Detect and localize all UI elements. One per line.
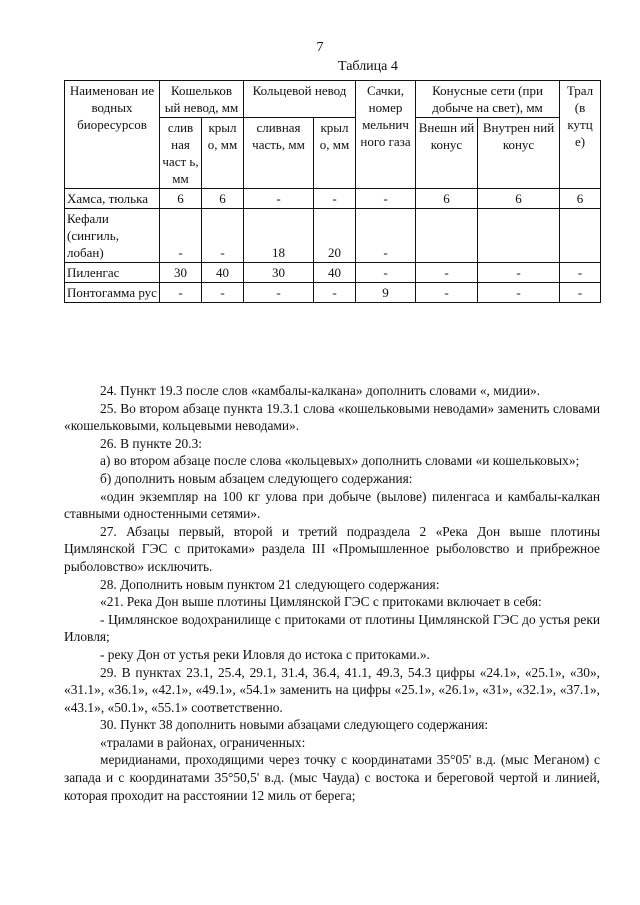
table-cell: - — [416, 283, 478, 303]
paragraph: «21. Река Дон выше плотины Цимлянской ГЭС с притоками включает в себя: — [100, 594, 542, 610]
table-cell: 30 — [160, 263, 202, 283]
table-cell: - — [560, 263, 601, 283]
subheader-cone-inner: Внутрен ний конус — [478, 118, 560, 189]
table-cell: - — [202, 283, 244, 303]
table-cell: 40 — [202, 263, 244, 283]
subheader-purse-wing: крыл о, мм — [202, 118, 244, 189]
paragraph: 25. Во втором абзаце пункта 19.3.1 слова «кошельковыми неводами» заменить словами «кошельковыми, кольцевыми неводами». — [64, 400, 600, 434]
amendment-text — [64, 382, 600, 804]
table-row — [65, 283, 601, 303]
paragraph: 26. В пункте 20.3: — [100, 435, 203, 451]
header-species: Наименован ие водных биоресурсов — [65, 81, 160, 189]
table-row — [65, 209, 601, 263]
table-cell: 40 — [314, 263, 356, 283]
subheader-ring-wing: крыл о, мм — [314, 118, 356, 189]
table-cell: - — [478, 263, 560, 283]
header-trawl: Трал (в кутц е) — [560, 81, 601, 189]
paragraph: а) во втором абзаце после слова «кольцевых» дополнить словами «и кошельковых»; — [100, 453, 580, 469]
paragraph: 28. Дополнить новым пунктом 21 следующего содержания: — [100, 576, 440, 592]
table-row — [65, 189, 601, 209]
header-scoop: Сачки, номер мельнич ного газа — [356, 81, 416, 189]
row-species-name: Понтогамма рус — [65, 283, 160, 303]
paragraph: меридианами, проходящими через точку с координатами 35°05' в.д. (мыс Меганом) с запада и с координатами 35°50,5' в.д. (мыс Чауда) с востока и береговой чертой и линией, которая проходит на расстоянии 12 миль от берега; — [64, 752, 600, 803]
paragraph: 29. В пунктах 23.1, 25.4, 29.1, 31.4, 36.4, 41.1, 49.3, 54.3 цифры «24.1», «25.1», «30», «31.1», «36.1», «42.1», «49.1», «54.1» заменить на цифры «25.1», «26.1», «31», «32.1», «37.1», «43.1», «50.1», «55.1» соответственно. — [64, 664, 600, 715]
paragraph: 30. Пункт 38 дополнить новыми абзацами следующего содержания: — [100, 717, 489, 733]
table-cell: - — [160, 283, 202, 303]
subheader-cone-outer: Внешн ий конус — [416, 118, 478, 189]
table-cell — [478, 209, 560, 263]
table-cell: - — [314, 189, 356, 209]
paragraph: - Цимлянское водохранилище с притоками от плотины Цимлянской ГЭС до устья реки Иловля; — [64, 611, 600, 645]
table-cell: 6 — [202, 189, 244, 209]
table-cell: - — [160, 209, 202, 263]
paragraph: 24. Пункт 19.3 после слов «камбалы-калкана» дополнить словами «, мидии». — [100, 383, 541, 398]
paragraph: 27. Абзацы первый, второй и третий подраздела 2 «Река Дон выше плотины Цимлянской ГЭС с притоками» раздела III «Промышленное рыболовство и прибрежное рыболовство» исключить. — [64, 523, 600, 574]
table-cell: - — [356, 263, 416, 283]
row-species-name: Кефали (сингиль, лобан) — [65, 209, 160, 263]
table-cell: 18 — [244, 209, 314, 263]
table-cell: - — [314, 283, 356, 303]
paragraph: «тралами в районах, ограниченных: — [100, 734, 306, 750]
table-cell: 30 — [244, 263, 314, 283]
table-cell: - — [356, 209, 416, 263]
row-species-name: Пиленгас — [65, 263, 160, 283]
table-cell: 6 — [478, 189, 560, 209]
table-cell: - — [356, 189, 416, 209]
table-cell: 9 — [356, 283, 416, 303]
table-cell: - — [560, 283, 601, 303]
header-ring-net: Кольцевой невод — [244, 81, 356, 118]
table-cell: - — [244, 283, 314, 303]
table-cell — [416, 209, 478, 263]
table-cell — [560, 209, 601, 263]
table-cell: 6 — [560, 189, 601, 209]
table-cell: 20 — [314, 209, 356, 263]
table-cell: - — [478, 283, 560, 303]
paragraph: б) дополнить новым абзацем следующего содержания: — [100, 470, 413, 486]
header-purse-net: Кошельков ый невод, мм — [160, 81, 244, 118]
subheader-ring-drain: сливная часть, мм — [244, 118, 314, 189]
table-cell: 6 — [160, 189, 202, 209]
page-number: 7 — [316, 40, 324, 55]
row-species-name: Хамса, тюлька — [65, 189, 160, 209]
table-header-row — [65, 81, 601, 118]
mesh-size-table — [64, 80, 601, 303]
table-row — [65, 263, 601, 283]
table-cell: - — [202, 209, 244, 263]
table-caption: Таблица 4 — [338, 59, 398, 74]
paragraph: «один экземпляр на 100 кг улова при добыче (вылове) пиленгаса и камбалы-калкан ставными одностенными сетями». — [64, 488, 600, 522]
table-cell: - — [416, 263, 478, 283]
subheader-purse-drain: слив ная част ь, мм — [160, 118, 202, 189]
paragraph: - реку Дон от устья реки Иловля до истока с притоками.». — [100, 646, 430, 662]
table-cell: 6 — [416, 189, 478, 209]
table-cell: - — [244, 189, 314, 209]
header-cone-nets: Конусные сети (при добыче на свет), мм — [416, 81, 560, 118]
